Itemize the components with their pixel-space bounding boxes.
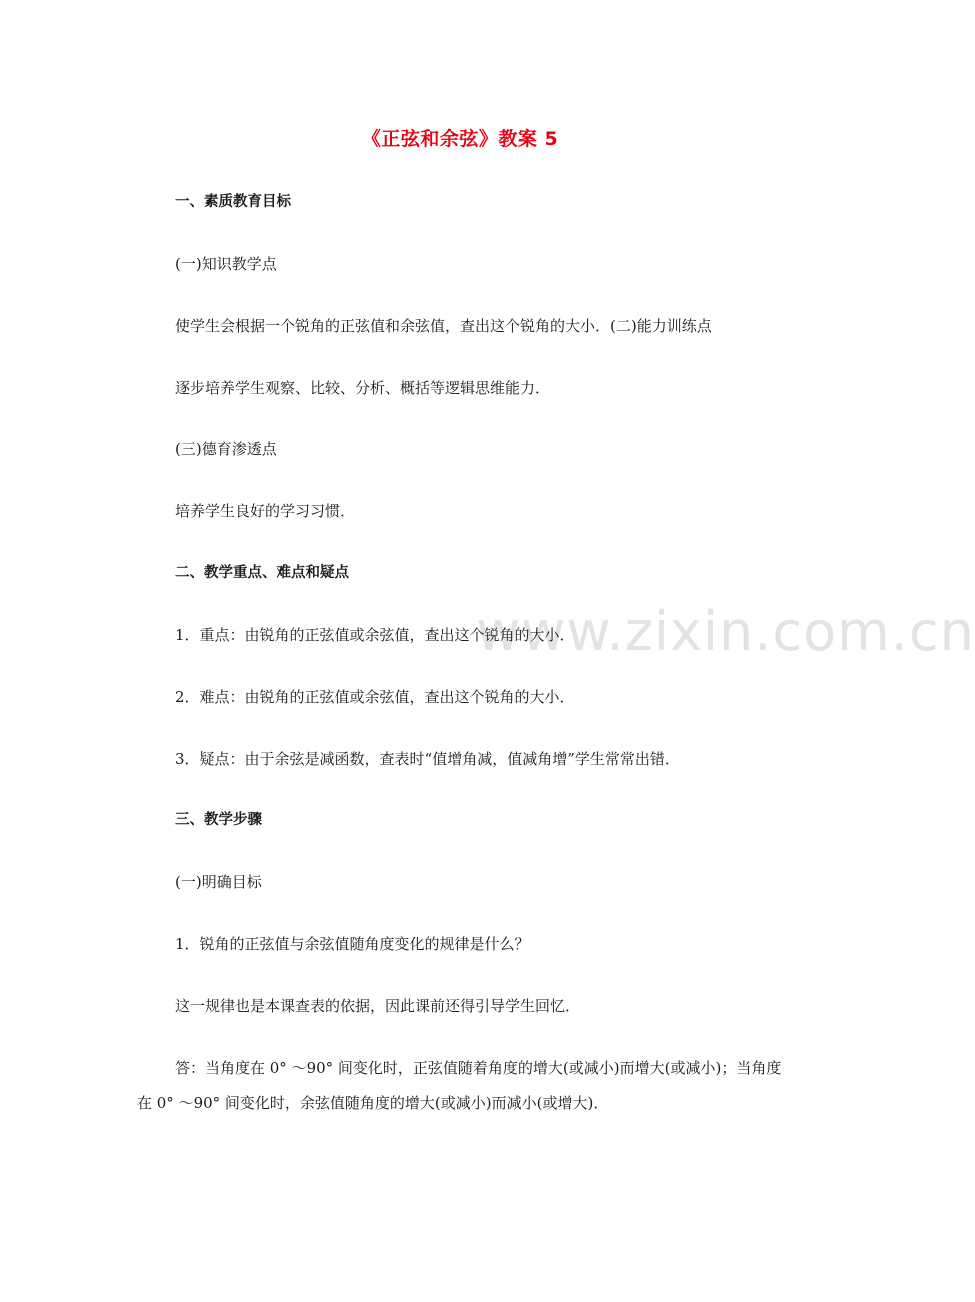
section-heading-3: 三、教学步骤 <box>175 812 262 828</box>
paragraph-answer: 答：当角度在 0° ～90° 间变化时，正弦值随着角度的增大(或减小)而增大(或减小)；当角度在 0° ～90° 间变化时，余弦值随角度的增大(或减小)而减小(或增大)． <box>137 1059 782 1112</box>
question-1: 1．锐角的正弦值与余弦值随角度变化的规律是什么？ <box>175 935 530 953</box>
subheading-goal: (一)明确目标 <box>175 873 262 891</box>
document-title: 《正弦和余弦》教案 5 <box>361 128 559 150</box>
subheading-knowledge: (一)知识教学点 <box>175 255 277 273</box>
section-heading-1: 一、素质教育目标 <box>175 194 291 210</box>
paragraph-basis: 这一规律也是本课查表的依据，因此课前还得引导学生回忆． <box>175 997 581 1015</box>
section-heading-2: 二、教学重点、难点和疑点 <box>175 565 349 581</box>
paragraph-moral: 培养学生良好的学习习惯． <box>175 502 356 520</box>
list-item-key-point: 1．重点：由锐角的正弦值或余弦值，查出这个锐角的大小． <box>175 626 575 644</box>
subheading-moral: (三)德育渗透点 <box>175 440 277 458</box>
paragraph-ability: 逐步培养学生观察、比较、分析、概括等逻辑思维能力． <box>175 379 551 397</box>
list-item-doubt: 3．疑点：由于余弦是减函数，查表时“值增角减，值减角增”学生常常出错． <box>175 750 680 768</box>
watermark: www.zixin.com.cn <box>476 600 975 663</box>
paragraph-knowledge: 使学生会根据一个锐角的正弦值和余弦值，查出这个锐角的大小．(二)能力训练点 <box>175 317 712 335</box>
list-item-difficulty: 2．难点：由锐角的正弦值或余弦值，查出这个锐角的大小． <box>175 688 575 706</box>
